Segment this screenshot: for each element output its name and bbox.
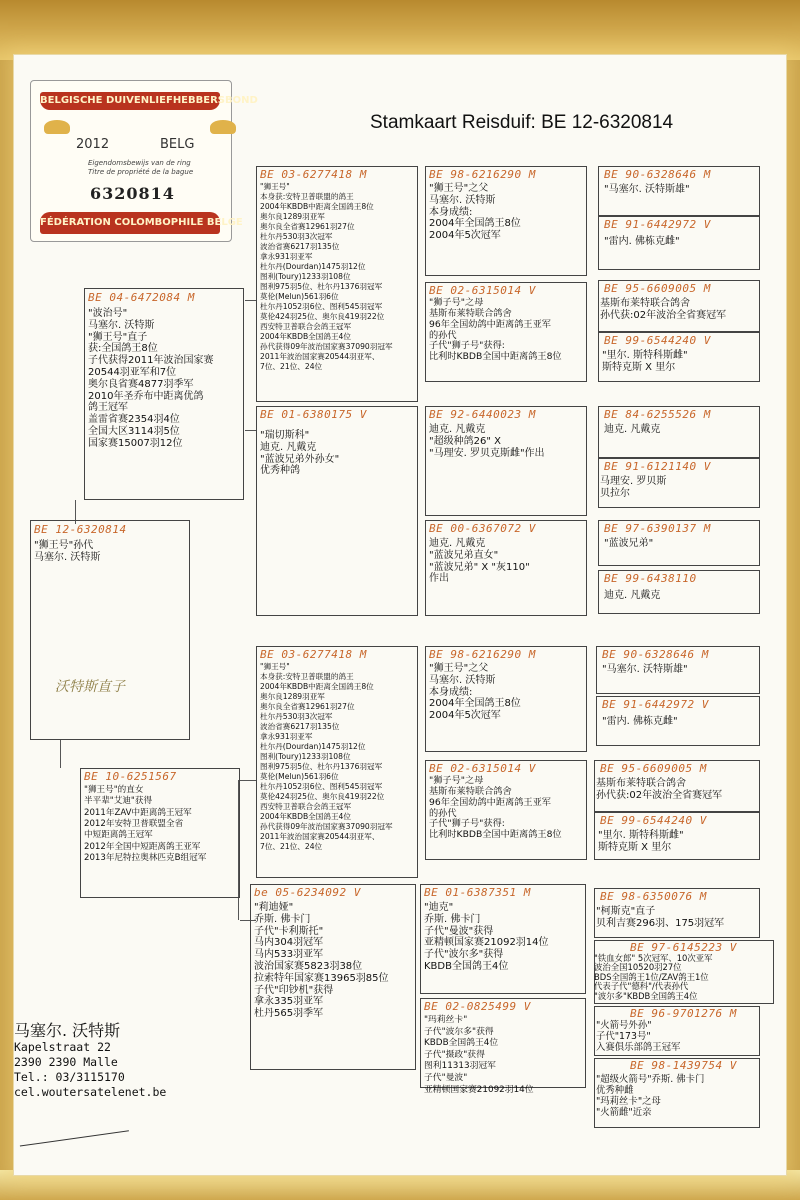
crown-icon [210,120,236,134]
background-top [0,0,800,60]
ring-number: BE 96-9701276 M [630,1007,737,1020]
certificate-subtitle-nl: Eigendomsbewijs van de ring [88,159,191,167]
ring-number: BE 97-6145223 V [630,941,737,954]
connector-line [60,740,61,768]
certificate-bottom-banner: FÉDÉRATION COLOMBOPHILE BELGE [40,212,220,234]
ring-number: BE 04-6472084 M [88,291,195,304]
certificate-ring-number: 6320814 [90,184,175,203]
ring-number: BE 03-6277418 M [260,648,367,661]
ring-number: BE 01-6380175 V [260,408,367,421]
pedigree-notes: "玛莉丝卡" 子代"波尔多"获得 KBDB全国鸽王4位 子代"摄政"获得 图利11313羽冠军 子代"曼波" 亚精顿国家赛21092羽14位 [424,1015,534,1095]
pedigree-notes: 迪克. 凡戴克 "超级种鸽26" X "马理安. 罗贝克斯雌"作出 [429,424,545,459]
ring-number: BE 01-6387351 M [424,886,531,899]
crown-icon [44,120,70,134]
ring-number: BE 91-6442972 V [602,698,709,711]
pedigree-notes: "柯斯克"直子 贝利吉赛296羽、175羽冠军 [596,906,725,929]
pedigree-notes: 基斯布莱特联合鸽舍 孙代获:02年波治全省赛冠军 [596,778,723,801]
ring-number: BE 97-6390137 M [604,522,711,535]
connector-line [240,780,256,781]
pedigree-notes: "马塞尔. 沃特斯雄" [604,184,690,195]
pedigree-notes: 基斯布莱特联合鸽舍 孙代获:02年波治全省赛冠军 [600,298,727,321]
pedigree-notes: "狮王号" 本身获:安特卫普联盟的鸽王 2004年KBDB中距离全国鸽王8位 奥尔良1289羽亚军 奥尔良全省赛12961羽27位 杜尔丹530羽3次冠军 波治省赛6217羽135位 拿永931羽亚军 杜尔丹(Dourdan)1475羽12位 图利(Toury)1233羽108位 图利975羽5位、杜尔丹1376羽冠军 莫伦(Melun)561羽6位 杜尔丹1052羽6位、图利545羽冠军 莫伦424羽25位、奥尔良419羽22位 西安特卫普联合会鸽王冠军 2004年KBDB全国鸽王4位 孙代获得09年波治国家赛37090羽冠军 2011年波治国家赛20544羽亚军、 7位、21位、24位 [260,182,393,372]
ring-number: BE 95-6609005 M [604,282,711,295]
pedigree-notes: "雷内. 佛栋克雌" [602,716,678,727]
owner-address: Kapelstraat 22 2390 2390 Malle Tel.: 03/3115170 cel.woutersatelenet.be [14,1040,167,1099]
ring-number: BE 02-6315014 V [429,284,536,297]
pedigree-notes: "迪克" 乔斯. 佛卡门 子代"曼波"获得 亚精顿国家赛21092羽14位 子代"波尔多"获得 KBDB全国鸽王4位 [424,902,549,972]
pedigree-notes: "狮子号"之母 基斯布莱特联合鸽舍 96年全国幼鸽中距离鸽王亚军 的孙代 子代"狮子号"获得: 比利时KBDB全国中距离鸽王8位 [429,775,562,841]
ring-number: BE 10-6251567 [84,770,177,783]
certificate-year: 2012 [76,137,110,152]
ring-number: BE 98-6350076 M [600,890,707,903]
ring-number: BE 90-6328646 M [604,168,711,181]
ring-certificate [30,80,258,250]
ring-number: BE 92-6440023 M [429,408,536,421]
pedigree-notes: 迪克. 凡戴克 "蓝波兄弟直女" "蓝波兄弟" X "灰110" 作出 [429,538,530,585]
ring-number: BE 98-6216290 M [429,168,536,181]
ring-number: BE 98-1439754 V [630,1059,737,1072]
pedigree-notes: "狮王号" 本身获:安特卫普联盟的鸽王 2004年KBDB中距离全国鸽王8位 奥尔良1289羽亚军 奥尔良全省赛12961羽27位 杜尔丹530羽3次冠军 波治省赛6217羽135位 拿永931羽亚军 杜尔丹(Dourdan)1475羽12位 图利(Toury)1233羽108位 图利975羽5位、杜尔丹1376羽冠军 莫伦(Melun)561羽6位 杜尔丹1052羽6位、图利545羽冠军 莫伦424羽25位、奥尔良419羽22位 西安特卫普联合会鸽王冠军 2004年KBDB全国鸽王4位 孙代获得09年波治国家赛37090羽冠军 2011年波治国家赛20544羽亚军、 7位、21位、24位 [260,662,393,852]
ring-number: BE 95-6609005 M [600,762,707,775]
pedigree-notes: "狮王号"之父 马塞尔. 沃特斯 本身成绩: 2004年全国鸽王8位 2004年5次冠军 [429,183,521,242]
pedigree-notes: "莉迪娅" 乔斯. 佛卡门 子代"卡利斯托" 马内304羽冠军 马内533羽亚军 波治国家赛5823羽38位 拉索特年国家赛13965羽85位 子代"印钞机"获得 拿永335羽亚军 杜丹565羽季军 [254,902,389,1020]
ring-number: BE 84-6255526 M [604,408,711,421]
ring-number: BE 91-6442972 V [604,218,711,231]
pedigree-notes: "超级火箭号"乔斯. 佛卡门 优秀种雌 "玛莉丝卡"之母 "火箭雌"近亲 [596,1074,705,1119]
ring-number: BE 99-6544240 V [600,814,707,827]
ring-number: BE 99-6438110 [604,572,697,585]
ring-number: BE 90-6328646 M [602,648,709,661]
ring-number: BE 03-6277418 M [260,168,367,181]
ring-number: BE 02-0825499 V [424,1000,531,1013]
pedigree-notes: "铁血女郎" 5次冠军、10次亚军 波治全国10520羽27位 BDS全国鸽王1位/ZAV鸽王1位 代表子代"德科"/代表孙代 "波尔多"KBDB全国鸽王4位 [594,953,713,1001]
pedigree-notes: "狮王号"的直女 半平辈"艾迪"获得 2011年ZAV中距离鸽王冠军 2012年安特卫普联盟全省 中短距离鸽王冠军 2012年全国中短距离鸽王亚军 2013年尼特拉奥林匹克B组冠军 [84,785,207,864]
pedigree-notes: "波治号" 马塞尔. 沃特斯 "狮王号"直子 获:全国鸽王8位 子代获得2011年波治国家赛 20544羽亚军和7位 奥尔良省赛4877羽季军 2010年圣乔布中距离优鸽 鸽王冠军 盖雷省赛2354羽4位 全国大区3114羽5位 国家赛15007羽12位 [88,308,214,449]
ring-number: BE 98-6216290 M [429,648,536,661]
ring-number: BE 02-6315014 V [429,762,536,775]
pedigree-notes: "狮王号"孙代 马塞尔. 沃特斯 [34,540,101,563]
pedigree-notes: 迪克. 凡戴克 [604,424,661,435]
pedigree-notes: "里尔. 斯特科斯雌" 斯特克斯 X 里尔 [602,350,688,373]
certificate-top-banner: BELGISCHE DUIVENLIEFHEBBERSBOND [40,92,220,110]
owner-name: 马塞尔. 沃特斯 [14,1021,121,1040]
certificate-subtitle-fr: Titre de propriété de la bague [88,168,194,176]
pedigree-notes: "火箭号外孙" 子代"173号" 入赛俱乐部鸽王冠军 [596,1020,681,1054]
pedigree-notes: "蓝波兄弟" [604,538,654,549]
certificate-country: BELG [160,137,195,152]
ring-number: be 05-6234092 V [254,886,361,899]
ring-number: BE 99-6544240 V [604,334,711,347]
signature: 沃特斯直子 [55,679,125,695]
pedigree-notes: "雷内. 佛栋克雌" [604,236,680,247]
ring-number: BE 12-6320814 [34,523,127,536]
pedigree-node-great-grandparent [425,406,587,516]
ring-number: BE 00-6367072 V [429,522,536,535]
pedigree-notes: 马理安. 罗贝斯 贝拉尔 [600,476,667,499]
ring-number: BE 91-6121140 V [604,460,711,473]
pedigree-notes: "里尔. 斯特科斯雌" 斯特克斯 X 里尔 [598,830,684,853]
page-title: Stamkaart Reisduif: BE 12-6320814 [370,112,674,133]
pedigree-notes: "狮王号"之父 马塞尔. 沃特斯 本身成绩: 2004年全国鸽王8位 2004年5次冠军 [429,663,521,722]
pedigree-notes: "马塞尔. 沃特斯雄" [602,664,688,675]
pedigree-notes: "狮子号"之母 基斯布莱特联合鸽舍 96年全国幼鸽中距离鸽王亚军 的孙代 子代"狮子号"获得: 比利时KBDB全国中距离鸽王8位 [429,297,562,363]
pedigree-notes: "瑞切斯科" 迪克. 凡戴克 "蓝波兄弟外孙女" 优秀种鸽 [260,430,340,477]
pedigree-notes: 迪克. 凡戴克 [604,590,661,601]
